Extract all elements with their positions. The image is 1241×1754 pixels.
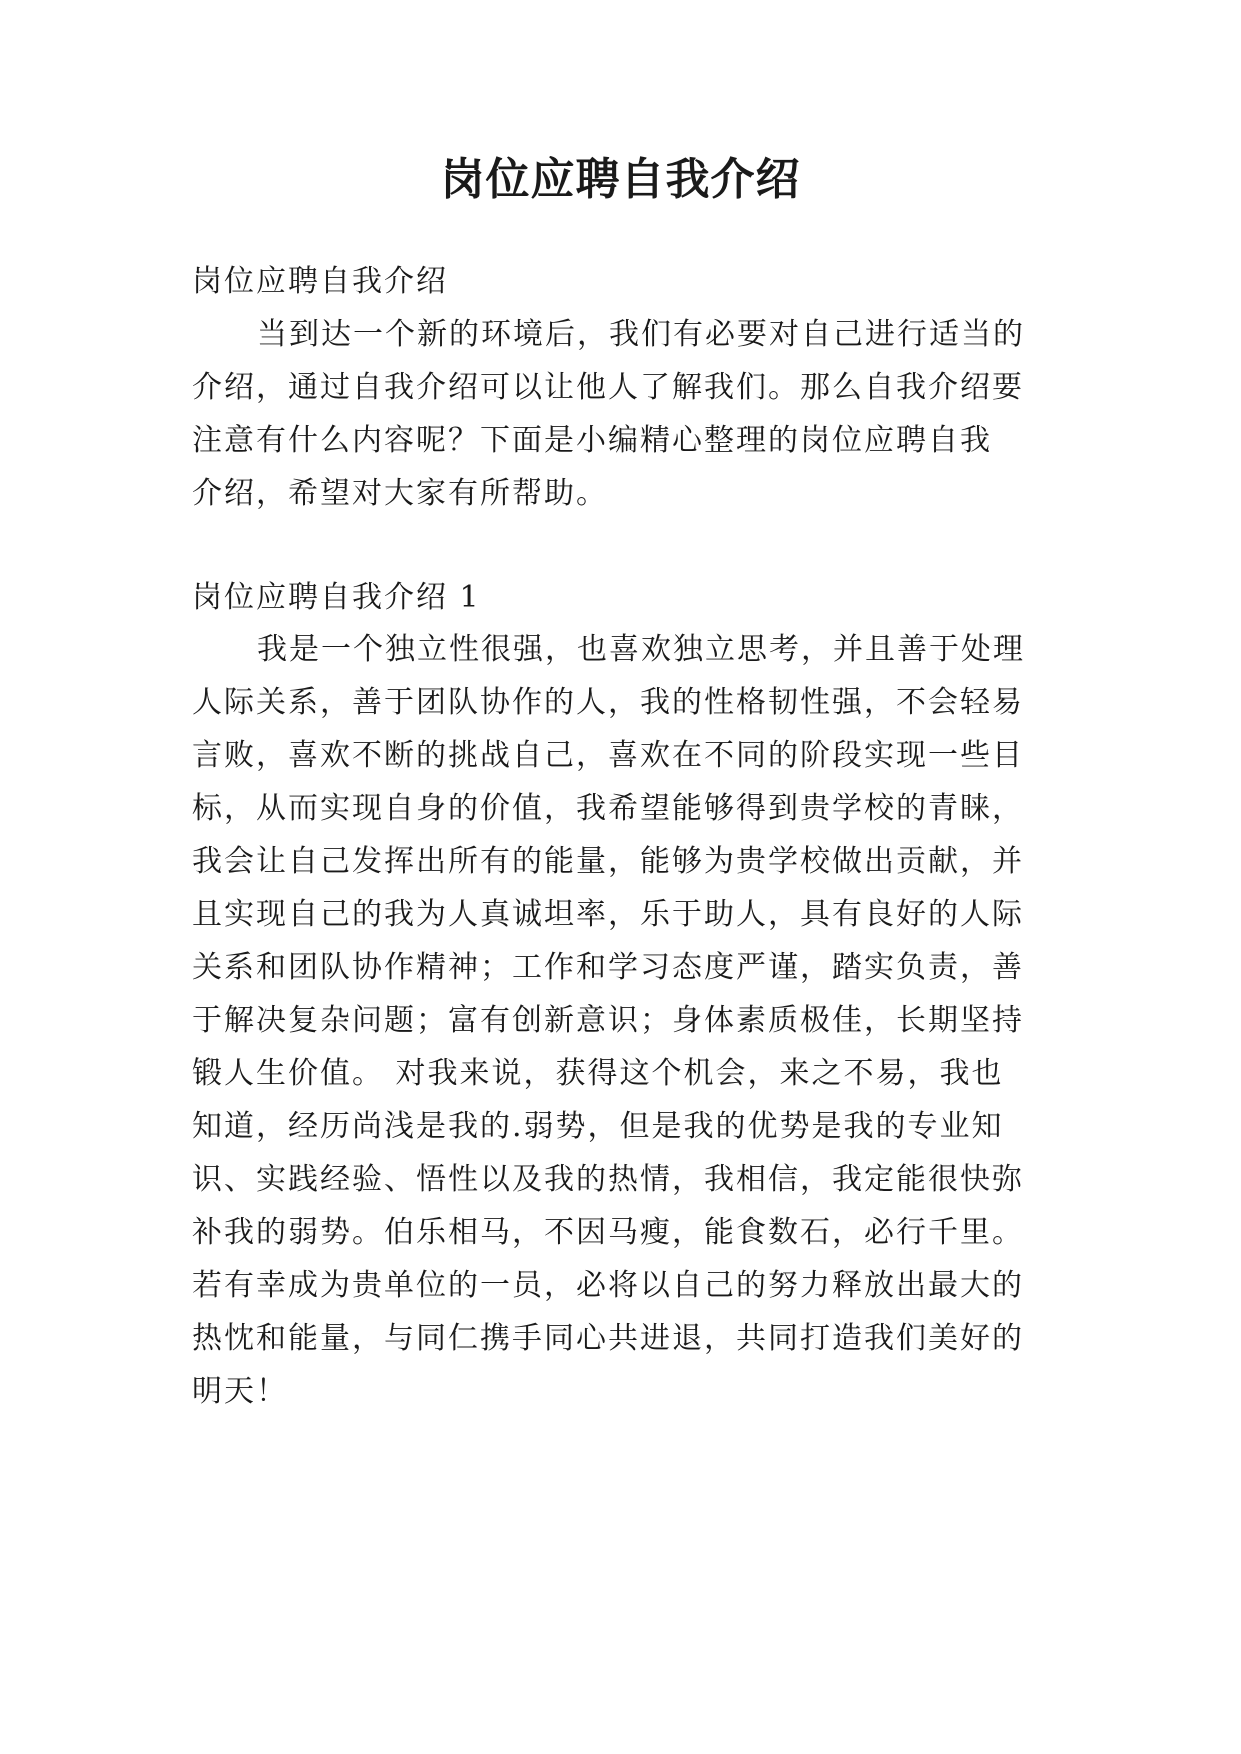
section1-line-8: 于解决复杂问题；富有创新意识；身体素质极佳，长期坚持 [192, 1003, 1024, 1038]
intro-line-3: 注意有什么内容呢？下面是小编精心整理的岗位应聘自我 [192, 423, 992, 458]
section1-heading: 岗位应聘自我介绍 1 [192, 580, 481, 615]
section1-line-13: 若有幸成为贵单位的一员，必将以自己的努力释放出最大的 [192, 1268, 1024, 1303]
intro-line-2: 介绍，通过自我介绍可以让他人了解我们。那么自我介绍要 [192, 370, 1024, 405]
section1-line-11: 识、实践经验、悟性以及我的热情，我相信，我定能很快弥 [192, 1162, 1024, 1197]
section1-line-14: 热忱和能量，与同仁携手同心共进退，共同打造我们美好的 [192, 1321, 1024, 1356]
section1-line-12: 补我的弱势。伯乐相马，不因马瘦，能食数石，必行千里。 [192, 1215, 1024, 1250]
intro-line-1: 当到达一个新的环境后，我们有必要对自己进行适当的 [257, 317, 1025, 352]
section1-line-1: 我是一个独立性很强，也喜欢独立思考，并且善于处理 [257, 632, 1025, 667]
section1-line-7: 关系和团队协作精神；工作和学习态度严谨，踏实负责，善 [192, 950, 1024, 985]
intro-line-4: 介绍，希望对大家有所帮助。 [192, 476, 608, 511]
document-title: 岗位应聘自我介绍 [440, 154, 801, 205]
section1-line-4: 标，从而实现自身的价值，我希望能够得到贵学校的青睐， [192, 791, 1024, 826]
section1-line-9: 锻人生价值。 对我来说，获得这个机会，来之不易，我也 [192, 1056, 1004, 1091]
section1-line-10: 知道，经历尚浅是我的.弱势，但是我的优势是我的专业知 [192, 1109, 1004, 1144]
intro-heading: 岗位应聘自我介绍 [192, 264, 448, 299]
section1-line-5: 我会让自己发挥出所有的能量，能够为贵学校做出贡献，并 [192, 844, 1024, 879]
section1-line-2: 人际关系，善于团队协作的人，我的性格韧性强，不会轻易 [192, 685, 1024, 720]
section1-line-6: 且实现自己的我为人真诚坦率，乐于助人，具有良好的人际 [192, 897, 1024, 932]
section1-line-15: 明天！ [192, 1374, 288, 1409]
section1-line-3: 言败，喜欢不断的挑战自己，喜欢在不同的阶段实现一些目 [192, 738, 1024, 773]
